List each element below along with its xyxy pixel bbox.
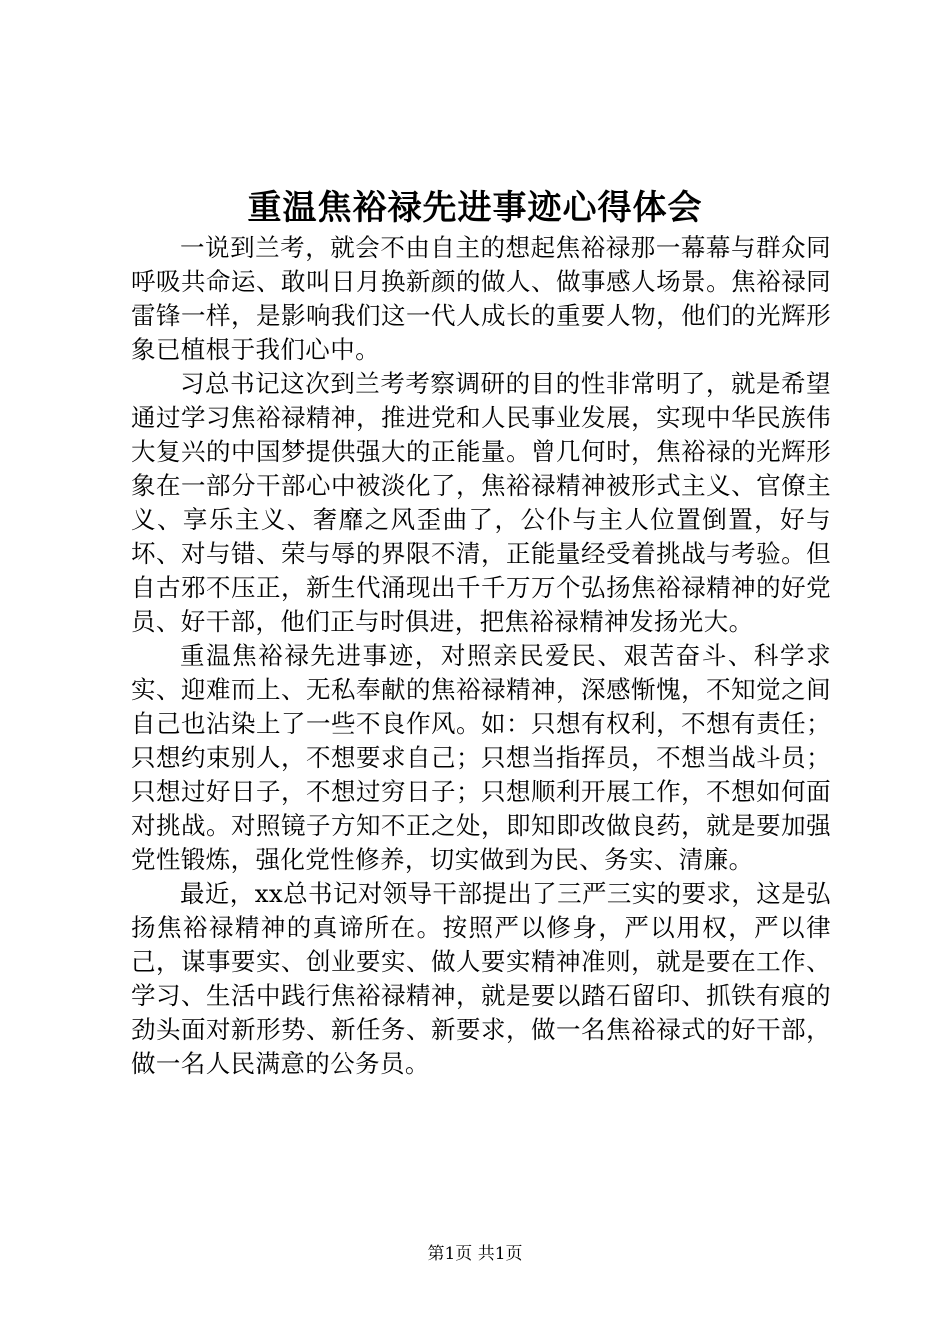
paragraph-4: 最近，xx总书记对领导干部提出了三严三实的要求，这是弘扬焦裕禄精神的真谛所在。按照严以修身，严以用权，严以律己，谋事要实、创业要实、做人要实精神准则，就是要在工作、学习、生活中践行焦裕禄精神，就是要以踏石留印、抓铁有痕的劲头面对新形势、新任务、新要求，做一名焦裕禄式的好干部，做一名人民满意的公务员。	[131, 879, 831, 1078]
paragraph-1: 一说到兰考，就会不由自主的想起焦裕禄那一幕幕与群众同呼吸共命运、敢叫日月换新颜的做人、做事感人场景。焦裕禄同雷锋一样，是影响我们这一代人成长的重要人物，他们的光辉形象已植根于我们心中。	[131, 233, 831, 364]
document-title: 重温焦裕禄先进事迹心得体会	[247, 188, 703, 228]
document-body	[131, 231, 831, 1081]
paragraph-3: 重温焦裕禄先进事迹，对照亲民爱民、艰苦奋斗、科学求实、迎难而上、无私奉献的焦裕禄精神，深感惭愧，不知觉之间自己也沾染上了一些不良作风。如：只想有权利，不想有责任；只想约束别人，不想要求自己；只想当指挥员，不想当战斗员；只想过好日子，不想过穷日子；只想顺利开展工作，不想如何面对挑战。对照镜子方知不正之处，即知即改做良药，就是要加强党性锻炼，强化党性修养，切实做到为民、务实、清廉。	[131, 641, 831, 874]
page-footer: 第1页 共1页	[427, 1244, 523, 1264]
paragraph-2: 习总书记这次到兰考考察调研的目的性非常明了，就是希望通过学习焦裕禄精神，推进党和人民事业发展，实现中华民族伟大复兴的中国梦提供强大的正能量。曾几何时，焦裕禄的光辉形象在一部分干部心中被淡化了，焦裕禄精神被形式主义、官僚主义、享乐主义、奢靡之风歪曲了，公仆与主人位置倒置，好与坏、对与错、荣与辱的界限不清，正能量经受着挑战与考验。但自古邪不压正，新生代涌现出千千万万个弘扬焦裕禄精神的好党员、好干部，他们正与时俱进，把焦裕禄精神发扬光大。	[131, 369, 831, 636]
